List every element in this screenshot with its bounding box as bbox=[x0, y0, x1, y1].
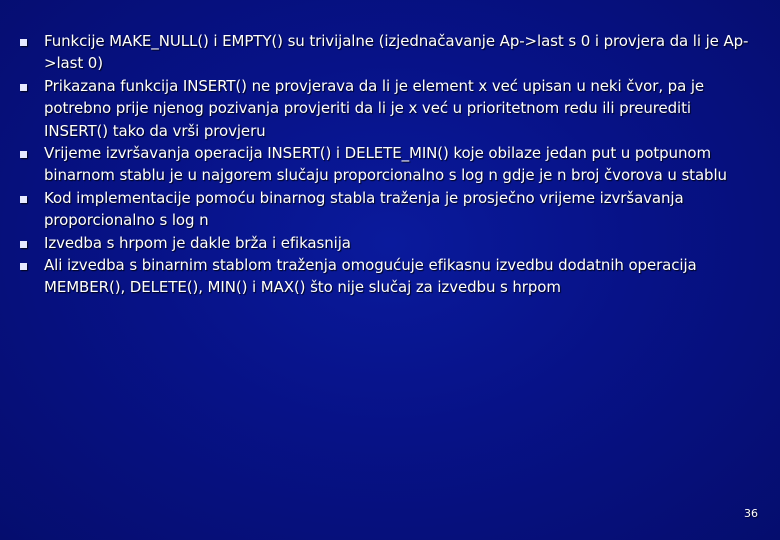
bullet-item bbox=[20, 254, 750, 299]
square-bullet-icon bbox=[20, 84, 27, 91]
square-bullet-icon bbox=[20, 196, 27, 203]
bullet-item bbox=[20, 30, 750, 75]
bullet-text: Ali izvedba s binarnim stablom traženja omogućuje efikasnu izvedbu dodatnih operacija MEMBER(), DELETE(), MIN() i MAX() što nije slučaj za izvedbu s hrpom bbox=[44, 256, 697, 297]
square-bullet-icon bbox=[20, 263, 27, 270]
bullet-text: Izvedba s hrpom je dakle brža i efikasnija bbox=[44, 233, 351, 252]
bullet-item bbox=[20, 75, 750, 142]
square-bullet-icon bbox=[20, 39, 27, 46]
bullet-text: Funkcije MAKE_NULL() i EMPTY() su trivijalne (izjednačavanje Ap->last s 0 i provjera da li je Ap->last 0) bbox=[44, 32, 749, 73]
bullet-item bbox=[20, 142, 750, 187]
bullet-text: Kod implementacije pomoću binarnog stabla traženja je prosječno vrijeme izvršavanja proporcionalno s log n bbox=[44, 188, 684, 230]
bullet-text: Prikazana funkcija INSERT() ne provjerava da li je element x već upisan u neki čvor, pa je potrebno prije njenog pozivanja provjeriti da li je x već u prioritetnom redu ili preurediti INSERT() tako da vrši provjeru bbox=[44, 76, 705, 140]
bullet-item bbox=[20, 187, 750, 232]
square-bullet-icon bbox=[20, 151, 27, 158]
bullet-text: Vrijeme izvršavanja operacija INSERT() i DELETE_MIN() koje obilaze jedan put u potpunom binarnom stablu je u najgorem slučaju proporcionalno s log n gdje je n broj čvorova u stablu bbox=[44, 144, 727, 185]
bullet-list bbox=[20, 30, 750, 299]
page-number: 36 bbox=[744, 507, 758, 520]
square-bullet-icon bbox=[20, 241, 27, 248]
bullet-item bbox=[20, 232, 750, 254]
